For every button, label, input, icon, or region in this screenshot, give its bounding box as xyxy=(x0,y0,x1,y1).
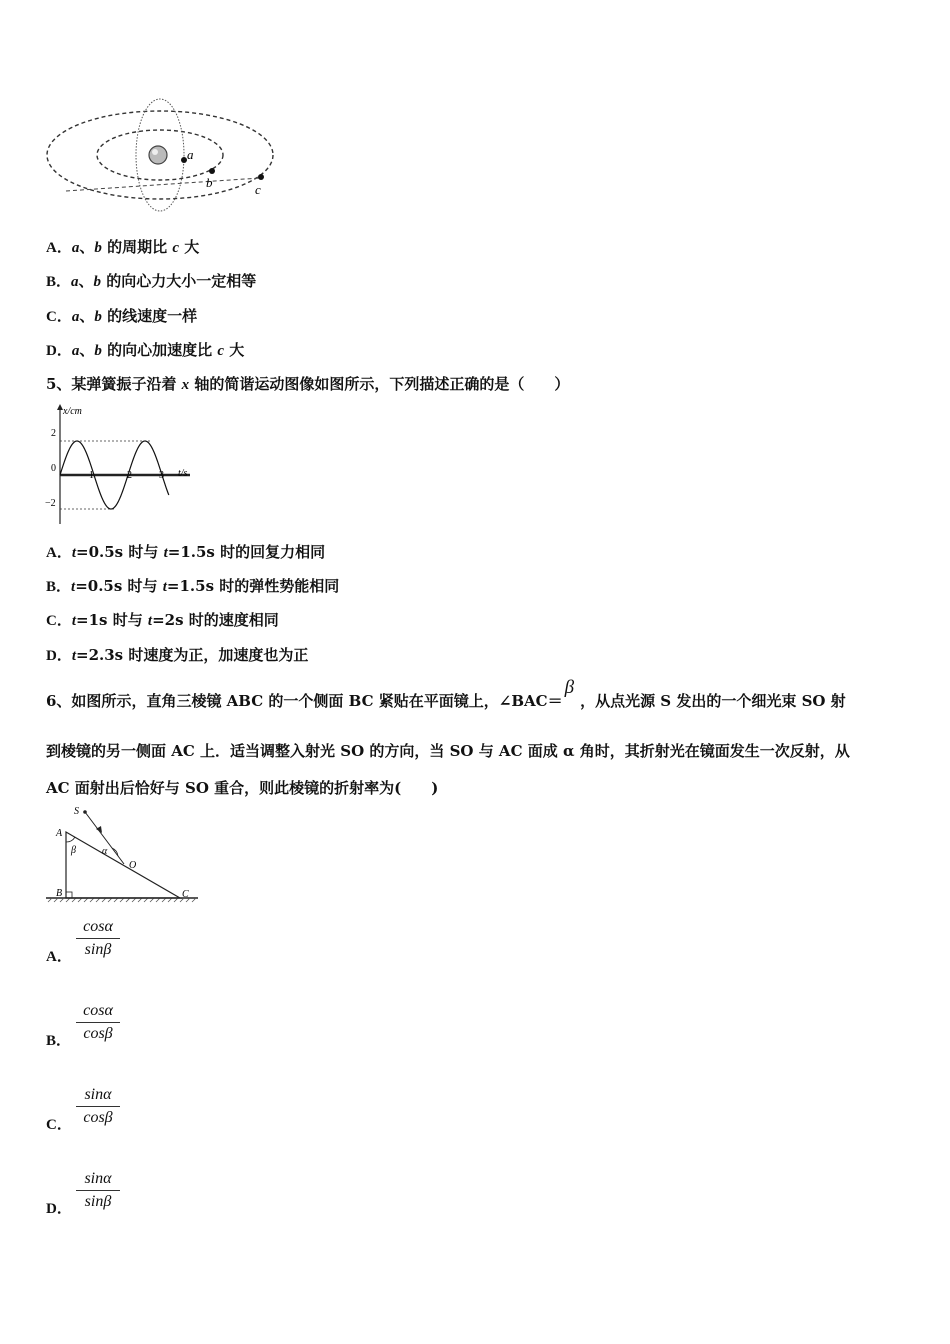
q5-stem: 5、某弹簧振子沿着 x 轴的简谐运动图像如图所示，下列描述正确的是（ ） xyxy=(46,375,570,393)
y-tick-2: 2 xyxy=(51,428,56,439)
q6-option-d-letter: D． xyxy=(46,1201,72,1217)
q5-option-a: A．t=0.5s 时与 t=1.5s 时的回复力相同 xyxy=(46,543,326,561)
q5-oscillation-graph xyxy=(44,402,196,528)
label-a: a xyxy=(187,147,194,162)
q4-option-c: C．a、b 的线速度一样 xyxy=(46,307,198,325)
label-alpha: α xyxy=(102,846,108,857)
label-c: c xyxy=(255,182,261,197)
y-tick-0: 0 xyxy=(51,463,56,474)
y-tick-neg2: −2 xyxy=(45,498,56,509)
q6-option-b-letter: B． xyxy=(46,1033,72,1049)
label-b: b xyxy=(206,175,213,190)
q6-stem-line1: 6、如图所示，直角三棱镜 ABC 的一个侧面 BC 紧贴在平面镜上，∠BAC＝β，从点光源 S 发出的一个细光束 SO 射 xyxy=(46,677,846,710)
q6-option-a-letter: A． xyxy=(46,949,72,965)
q6-stem-line3: AC 面射出后恰好与 SO 重合，则此棱镜的折射率为( ) xyxy=(46,779,439,797)
q5-option-c: C．t=1s 时与 t=2s 时的速度相同 xyxy=(46,611,279,629)
q5-option-b: B．t=0.5s 时与 t=1.5s 时的弹性势能相同 xyxy=(46,577,340,595)
x-tick-3: 3 xyxy=(159,470,164,481)
label-c-vertex: C xyxy=(182,889,189,900)
q6-option-d-fraction: $\frac{\sin\alpha}{\sin\beta}$ xyxy=(76,1170,120,1211)
beta-symbol: β xyxy=(564,677,575,698)
q6-option-a-fraction: $\frac{\cos\alpha}{\sin\beta}$ xyxy=(76,918,120,959)
satellite-b xyxy=(209,168,215,174)
y-axis-label: x/cm xyxy=(63,406,82,417)
label-beta: β xyxy=(71,845,76,856)
q6-stem-line2: 到棱镜的另一侧面 AC 上．适当调整入射光 SO 的方向，当 SO 与 AC 面成 α 角时，其折射光在镜面发生一次反射，从 xyxy=(46,742,850,760)
q4-option-b: B．a、b 的向心力大小一定相等 xyxy=(46,272,257,290)
label-a-vertex: A xyxy=(56,828,63,839)
q6-option-b-fraction: $\frac{\cos\alpha}{\cos\beta}$ xyxy=(76,1002,120,1043)
q6-prism-figure xyxy=(44,804,202,904)
q4-option-a: A．a、b 的周期比 c 大 xyxy=(46,238,200,256)
prism-triangle xyxy=(66,832,180,898)
satellite-c xyxy=(258,174,264,180)
label-s: S xyxy=(74,806,79,817)
x-tick-1: 1 xyxy=(89,470,94,481)
q6-option-c-letter: C． xyxy=(46,1117,72,1133)
x-axis-label: t/s xyxy=(178,468,188,479)
x-tick-2: 2 xyxy=(127,470,132,481)
label-o: O xyxy=(129,860,137,871)
q5-option-d: D．t=2.3s 时速度为正，加速度也为正 xyxy=(46,646,309,664)
q6-option-c-fraction: $\frac{\sin\alpha}{\cos\beta}$ xyxy=(76,1086,120,1127)
q4-option-d: D．a、b 的向心加速度比 c 大 xyxy=(46,341,245,359)
orbit-figure xyxy=(44,98,280,216)
label-b-vertex: B xyxy=(56,888,63,899)
